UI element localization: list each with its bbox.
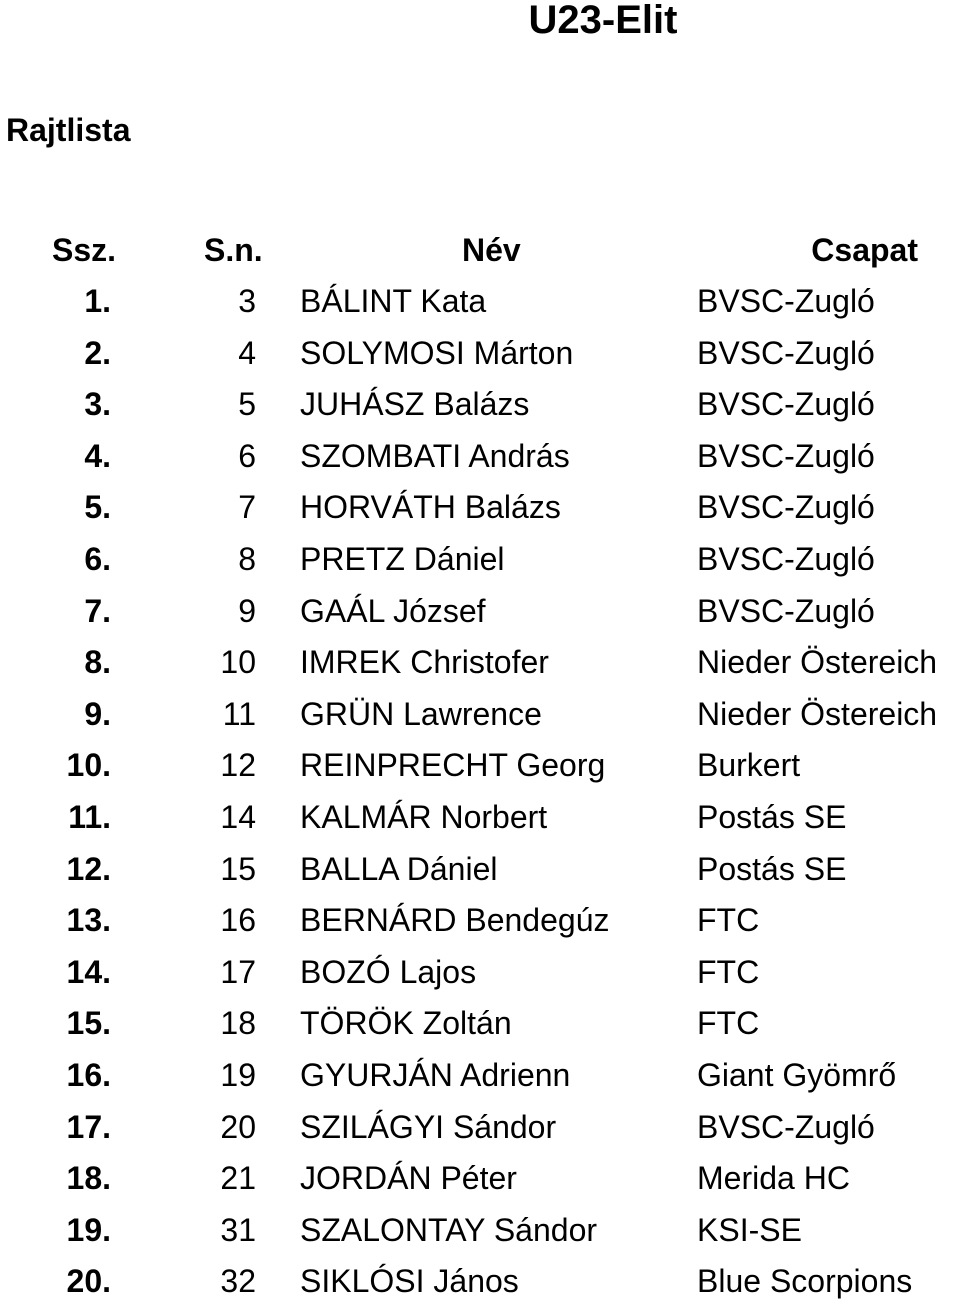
row-position: 3. — [84, 386, 111, 423]
row-bib-number: 17 — [220, 953, 256, 990]
row-rider-name: SZALONTAY Sándor — [300, 1211, 598, 1248]
row-bib-number: 11 — [222, 695, 256, 732]
row-bib-number: 10 — [220, 644, 256, 681]
row-team-name: FTC — [697, 1005, 760, 1042]
table-row — [0, 332, 960, 384]
row-team-name: BVSC-Zugló — [697, 334, 875, 371]
page-title: U23-Elit — [528, 0, 678, 42]
row-team-name: FTC — [697, 953, 760, 990]
table-row — [0, 641, 960, 693]
row-team-name: Giant Gyömrő — [697, 1056, 897, 1093]
column-header-name: Név — [462, 232, 521, 268]
row-position: 19. — [66, 1211, 111, 1248]
table-row — [0, 538, 960, 590]
table-row — [0, 486, 960, 538]
row-rider-name: SIKLÓSI János — [300, 1263, 519, 1300]
row-bib-number: 3 — [238, 283, 256, 319]
row-team-name: Postás SE — [697, 850, 847, 887]
row-team-name: BVSC-Zugló — [697, 540, 875, 577]
table-row — [0, 383, 960, 435]
row-rider-name: BOZÓ Lajos — [300, 953, 477, 990]
row-position: 18. — [66, 1160, 111, 1197]
table-row — [0, 744, 960, 796]
row-bib-number: 8 — [238, 540, 256, 577]
row-bib-number: 18 — [220, 1005, 256, 1042]
row-rider-name: BALLA Dániel — [300, 850, 498, 887]
row-rider-name: BERNÁRD Bendegúz — [300, 902, 610, 939]
row-position: 10. — [66, 747, 111, 784]
row-position: 5. — [84, 489, 111, 526]
row-bib-number: 31 — [220, 1211, 256, 1248]
table-row — [0, 899, 960, 951]
row-position: 15. — [66, 1005, 111, 1042]
row-rider-name: KALMÁR Norbert — [300, 798, 548, 835]
row-rider-name: TÖRÖK Zoltán — [300, 1005, 512, 1042]
row-team-name: BVSC-Zugló — [697, 283, 875, 319]
row-rider-name: REINPRECHT Georg — [300, 747, 606, 784]
row-team-name: Nieder Östereich — [697, 695, 938, 732]
row-bib-number: 7 — [238, 489, 256, 526]
row-rider-name: GYURJÁN Adrienn — [300, 1056, 571, 1093]
row-team-name: Burkert — [697, 747, 801, 784]
table-row — [0, 590, 960, 642]
row-position: 6. — [84, 540, 111, 577]
column-header-position: Ssz. — [52, 232, 117, 268]
row-team-name: FTC — [697, 902, 760, 939]
row-bib-number: 14 — [220, 798, 256, 835]
row-bib-number: 6 — [238, 437, 256, 474]
row-rider-name: PRETZ Dániel — [300, 540, 505, 577]
table-row — [0, 796, 960, 848]
row-position: 1. — [84, 283, 111, 319]
row-position: 11. — [68, 798, 111, 835]
row-bib-number: 15 — [220, 850, 256, 887]
row-bib-number: 4 — [238, 334, 256, 371]
row-team-name: BVSC-Zugló — [697, 592, 875, 629]
table-row — [0, 848, 960, 900]
table-row — [0, 1209, 960, 1261]
row-rider-name: JUHÁSZ Balázs — [300, 386, 530, 423]
table-row — [0, 1260, 960, 1312]
row-position: 16. — [66, 1056, 111, 1093]
row-position: 12. — [66, 850, 111, 887]
row-rider-name: SOLYMOSI Márton — [300, 334, 574, 371]
column-header-bib: S.n. — [204, 232, 263, 268]
row-rider-name: SZOMBATI András — [300, 437, 570, 474]
row-position: 8. — [84, 644, 111, 681]
table-row — [0, 1002, 960, 1054]
row-position: 9. — [84, 695, 111, 732]
table-row — [0, 1106, 960, 1158]
row-rider-name: IMREK Christofer — [300, 644, 549, 681]
start-list-table — [0, 280, 960, 1312]
table-row — [0, 435, 960, 487]
row-rider-name: SZILÁGYI Sándor — [300, 1108, 557, 1145]
row-bib-number: 20 — [220, 1108, 256, 1145]
row-team-name: BVSC-Zugló — [697, 489, 875, 526]
row-bib-number: 9 — [238, 592, 256, 629]
table-row — [0, 1157, 960, 1209]
row-team-name: Blue Scorpions — [697, 1263, 913, 1300]
table-row — [0, 693, 960, 745]
row-team-name: Postás SE — [697, 798, 847, 835]
row-position: 2. — [84, 334, 111, 371]
table-row — [0, 1054, 960, 1106]
row-rider-name: JORDÁN Péter — [300, 1160, 517, 1197]
table-header — [0, 230, 960, 270]
row-position: 14. — [66, 953, 111, 990]
table-row — [0, 280, 960, 332]
row-team-name: BVSC-Zugló — [697, 437, 875, 474]
row-rider-name: GRÜN Lawrence — [300, 695, 542, 732]
column-header-team: Csapat — [811, 232, 918, 268]
row-position: 17. — [66, 1108, 111, 1145]
row-position: 13. — [66, 902, 111, 939]
row-bib-number: 21 — [220, 1160, 256, 1197]
row-position: 7. — [84, 592, 111, 629]
row-team-name: BVSC-Zugló — [697, 1108, 875, 1145]
row-position: 20. — [66, 1263, 111, 1300]
row-bib-number: 19 — [220, 1056, 256, 1093]
list-heading: Rajtlista — [6, 112, 131, 148]
row-position: 4. — [84, 437, 111, 474]
table-row — [0, 951, 960, 1003]
row-bib-number: 32 — [220, 1263, 256, 1300]
row-team-name: KSI-SE — [697, 1211, 802, 1248]
row-bib-number: 12 — [220, 747, 256, 784]
row-rider-name: BÁLINT Kata — [300, 283, 487, 319]
row-team-name: Nieder Östereich — [697, 644, 938, 681]
row-bib-number: 16 — [220, 902, 256, 939]
row-team-name: Merida HC — [697, 1160, 850, 1197]
row-rider-name: GAÁL József — [300, 592, 486, 629]
row-rider-name: HORVÁTH Balázs — [300, 489, 561, 526]
row-team-name: BVSC-Zugló — [697, 386, 875, 423]
row-bib-number: 5 — [238, 386, 256, 423]
